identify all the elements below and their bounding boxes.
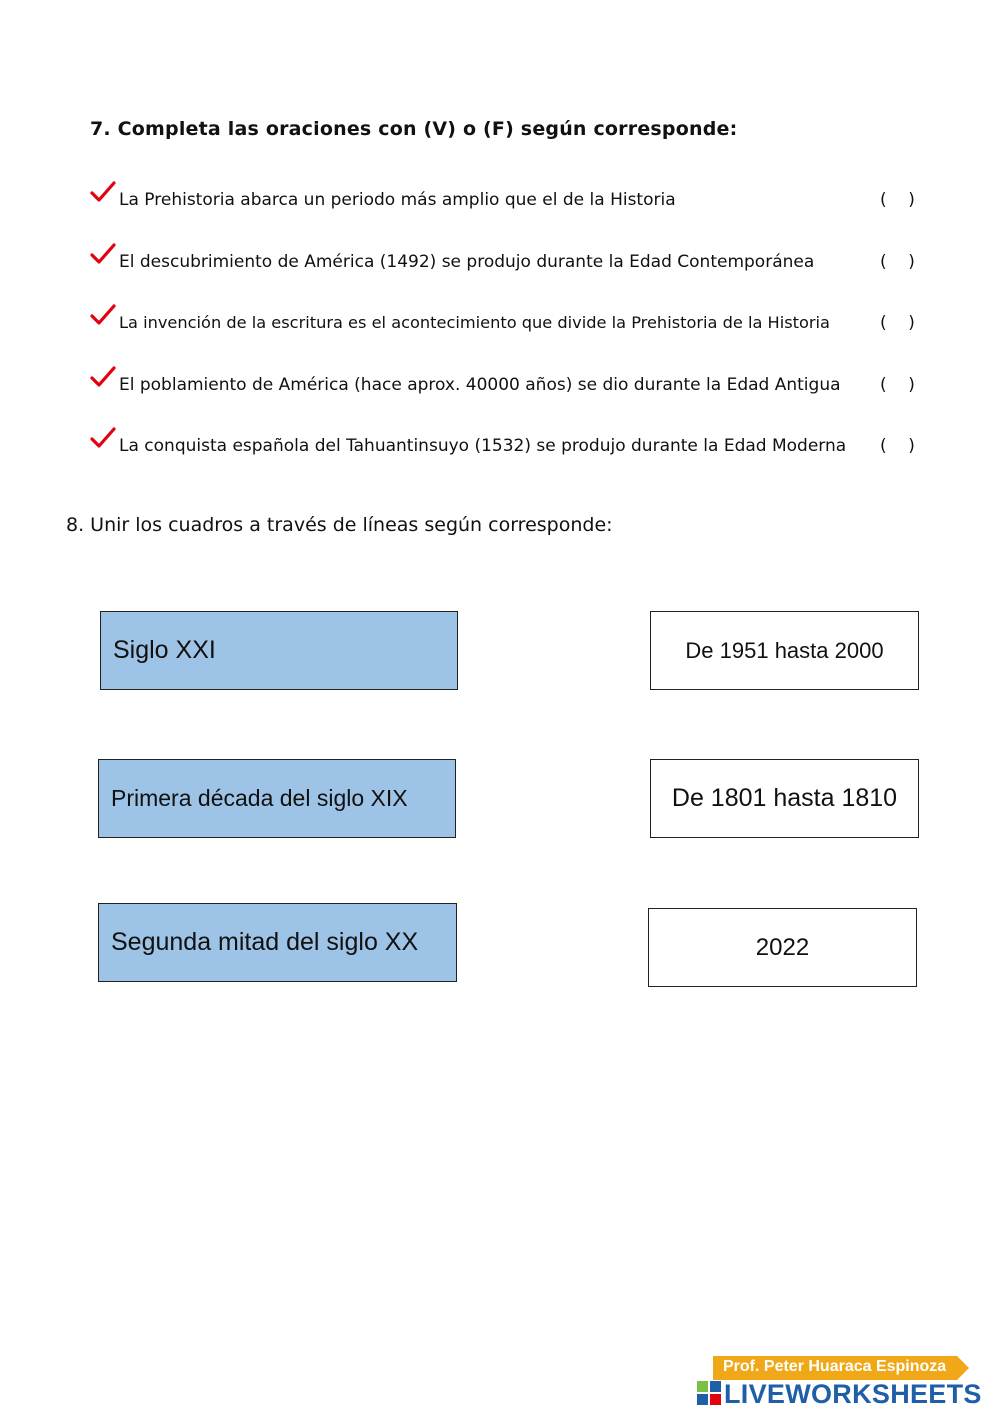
checkmark-icon: [90, 303, 116, 329]
liveworksheets-wordmark: LIVEWORKSHEETS: [724, 1379, 982, 1409]
liveworksheets-logo: [697, 1379, 997, 1409]
match-right-box[interactable]: De 1801 hasta 1810: [650, 759, 919, 838]
answer-slot[interactable]: ( ): [880, 313, 915, 333]
checkmark-icon: [90, 180, 116, 206]
tf-statement: La invención de la escritura es el acontecimiento que divide la Prehistoria de la Historia: [119, 313, 830, 332]
checkmark-icon: [90, 365, 116, 391]
checkmark-icon: [90, 242, 116, 268]
answer-slot[interactable]: ( ): [880, 436, 915, 456]
tf-statement: El descubrimiento de América (1492) se produjo durante la Edad Contemporánea: [119, 252, 815, 272]
checkmark-icon: [90, 426, 116, 452]
author-badge: [713, 1356, 969, 1380]
author-name: Prof. Peter Huaraca Espinoza: [723, 1358, 947, 1375]
tf-item: [90, 188, 930, 218]
tf-statement: El poblamiento de América (hace aprox. 40000 años) se dio durante la Edad Antigua: [119, 375, 841, 395]
tf-item: [90, 311, 930, 341]
tf-item: [90, 373, 930, 403]
question-7-title: 7. Completa las oraciones con (V) o (F) según corresponde:: [90, 118, 738, 140]
match-left-box[interactable]: Primera década del siglo XIX: [98, 759, 456, 838]
tf-statement: La conquista española del Tahuantinsuyo (1532) se produjo durante la Edad Moderna: [119, 436, 847, 456]
match-left-box[interactable]: Siglo XXI: [100, 611, 458, 690]
match-right-box[interactable]: 2022: [648, 908, 917, 987]
tf-item: [90, 434, 930, 464]
tf-item: [90, 250, 930, 280]
liveworksheets-mark-icon: [697, 1381, 721, 1405]
match-right-box[interactable]: De 1951 hasta 2000: [650, 611, 919, 690]
answer-slot[interactable]: ( ): [880, 190, 915, 210]
tf-statement: La Prehistoria abarca un periodo más amplio que el de la Historia: [119, 190, 676, 210]
answer-slot[interactable]: ( ): [880, 375, 915, 395]
match-left-box[interactable]: Segunda mitad del siglo XX: [98, 903, 457, 982]
answer-slot[interactable]: ( ): [880, 252, 915, 272]
question-8-title: 8. Unir los cuadros a través de líneas según corresponde:: [66, 514, 613, 536]
